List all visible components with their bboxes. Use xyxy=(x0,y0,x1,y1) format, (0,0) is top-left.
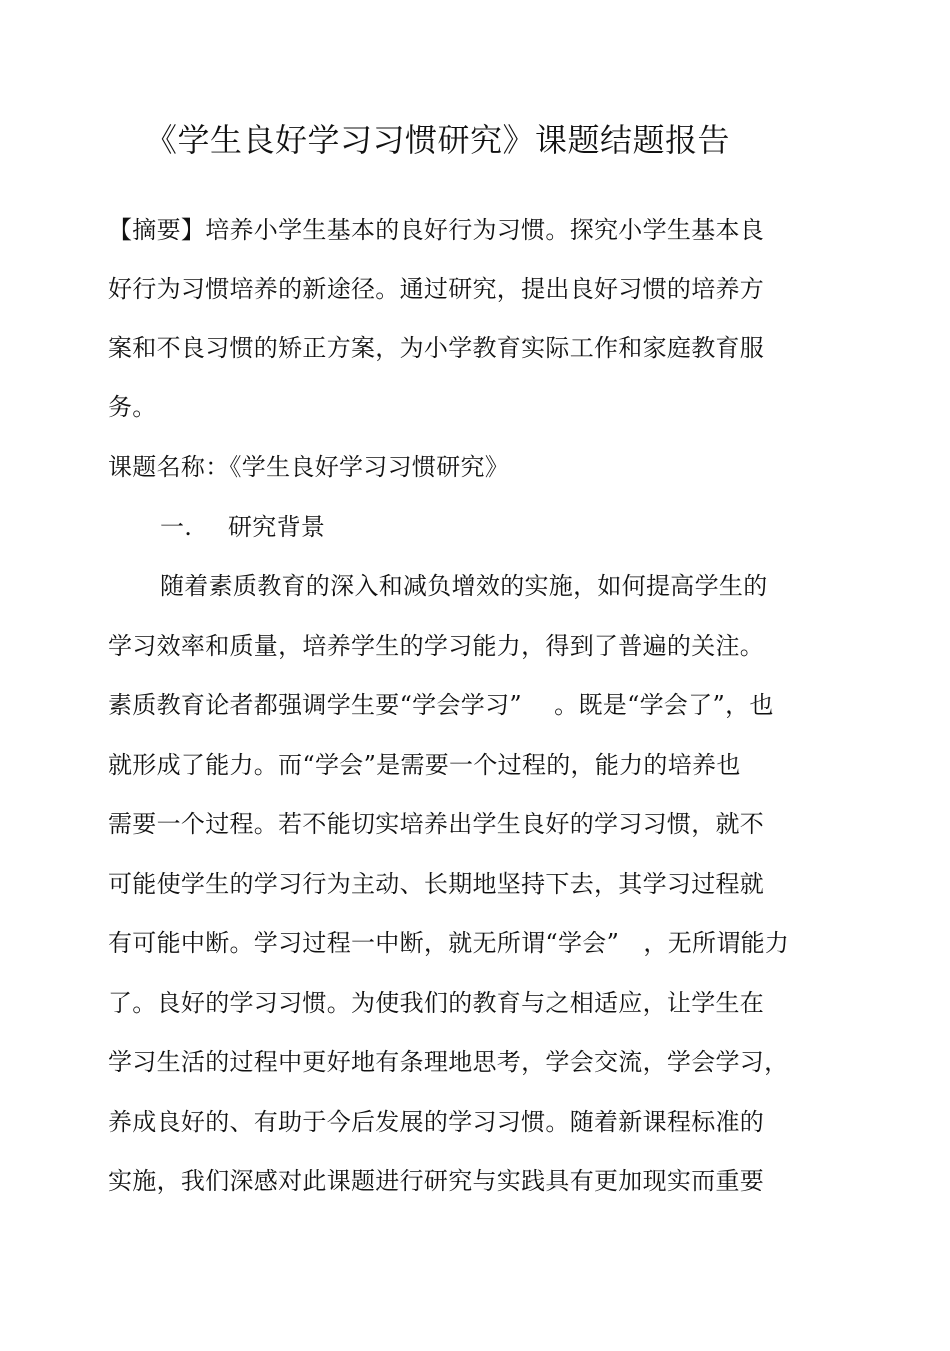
topic-name: 课题名称：《学生良好学习习惯研究》 xyxy=(108,453,510,481)
body-line-6: 可能使学生的学习行为主动、长期地坚持下去，其学习过程就 xyxy=(108,870,765,898)
body-line-10: 养成良好的、有助于今后发展的学习习惯。随着新课程标准的 xyxy=(108,1108,765,1136)
body-line-8: 了。良好的学习习惯。为使我们的教育与之相适应，让学生在 xyxy=(108,989,765,1017)
body-line-1: 随着素质教育的深入和减负增效的实施，如何提高学生的 xyxy=(160,572,768,600)
body-line-9: 学习生活的过程中更好地有条理地思考，学会交流，学会学习， xyxy=(108,1048,789,1076)
abstract-line-3: 案和不良习惯的矫正方案，为小学教育实际工作和家庭教育服 xyxy=(108,334,765,362)
body-line-7: 有可能中断。学习过程一中断，就无所谓“学会” ，无所谓能力 xyxy=(108,929,790,957)
report-title: 《学生良好学习习惯研究》课题结题报告 xyxy=(145,121,731,159)
abstract-line-1: 【摘要】培养小学生基本的良好行为习惯。探究小学生基本良 xyxy=(108,216,765,244)
body-line-2: 学习效率和质量，培养学生的学习能力，得到了普遍的关注。 xyxy=(108,632,765,660)
abstract-line-2: 好行为习惯培养的新途径。通过研究，提出良好习惯的培养方 xyxy=(108,275,765,303)
section-title: 研究背景 xyxy=(228,513,326,541)
body-line-3: 素质教育论者都强调学生要“学会学习” 。既是“学会了”，也 xyxy=(108,691,774,719)
body-line-11: 实施，我们深感对此课题进行研究与实践具有更加现实而重要 xyxy=(108,1167,765,1195)
section-number: 一. xyxy=(160,513,193,541)
body-line-5: 需要一个过程。若不能切实培养出学生良好的学习习惯，就不 xyxy=(108,810,765,838)
abstract-line-4: 务。 xyxy=(108,393,157,421)
section-heading xyxy=(160,510,325,544)
body-line-4: 就形成了能力。而“学会”是需要一个过程的，能力的培养也 xyxy=(108,751,741,779)
